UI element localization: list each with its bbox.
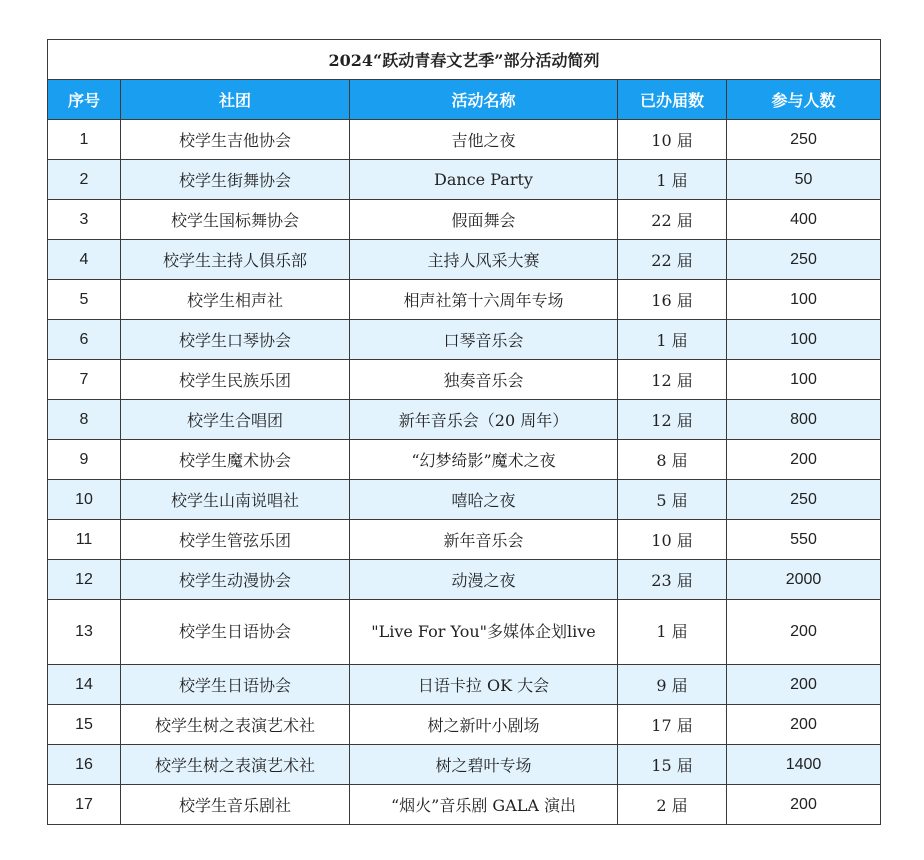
- cell-activity: 吉他之夜: [350, 120, 618, 160]
- cell-editions: 5 届: [618, 480, 727, 520]
- cell-club: 校学生树之表演艺术社: [121, 745, 350, 785]
- table-row: [48, 600, 881, 665]
- cell-editions: 12 届: [618, 360, 727, 400]
- table-row: [48, 440, 881, 480]
- cell-participants: 250: [727, 240, 881, 280]
- table-row: [48, 560, 881, 600]
- table-row: [48, 240, 881, 280]
- cell-activity: "Live For You"多媒体企划live: [350, 600, 618, 665]
- cell-index: 14: [48, 665, 121, 705]
- cell-activity: “幻梦绮影”魔术之夜: [350, 440, 618, 480]
- cell-club: 校学生日语协会: [121, 665, 350, 705]
- cell-activity: “烟火”音乐剧 GALA 演出: [350, 785, 618, 825]
- cell-editions: 9 届: [618, 665, 727, 705]
- cell-club: 校学生街舞协会: [121, 160, 350, 200]
- cell-index: 8: [48, 400, 121, 440]
- table-row: [48, 360, 881, 400]
- header-editions: 已办届数: [618, 80, 727, 120]
- cell-club: 校学生相声社: [121, 280, 350, 320]
- cell-club: 校学生树之表演艺术社: [121, 705, 350, 745]
- cell-editions: 1 届: [618, 160, 727, 200]
- cell-index: 3: [48, 200, 121, 240]
- cell-activity: 独奏音乐会: [350, 360, 618, 400]
- cell-activity: 树之碧叶专场: [350, 745, 618, 785]
- cell-editions: 2 届: [618, 785, 727, 825]
- table-row: [48, 400, 881, 440]
- activity-table: [47, 39, 881, 825]
- cell-activity: 新年音乐会（20 周年）: [350, 400, 618, 440]
- header-activity: 活动名称: [350, 80, 618, 120]
- table-row: [48, 280, 881, 320]
- cell-club: 校学生山南说唱社: [121, 480, 350, 520]
- cell-index: 4: [48, 240, 121, 280]
- table-header-row: [48, 80, 881, 120]
- cell-editions: 1 届: [618, 320, 727, 360]
- cell-activity: 口琴音乐会: [350, 320, 618, 360]
- cell-club: 校学生主持人俱乐部: [121, 240, 350, 280]
- table-title-row: [48, 40, 881, 80]
- table-row: [48, 160, 881, 200]
- cell-club: 校学生音乐剧社: [121, 785, 350, 825]
- header-participants: 参与人数: [727, 80, 881, 120]
- cell-club: 校学生日语协会: [121, 600, 350, 665]
- cell-index: 11: [48, 520, 121, 560]
- cell-participants: 50: [727, 160, 881, 200]
- table-row: [48, 320, 881, 360]
- cell-club: 校学生动漫协会: [121, 560, 350, 600]
- cell-activity: 相声社第十六周年专场: [350, 280, 618, 320]
- cell-index: 17: [48, 785, 121, 825]
- cell-participants: 200: [727, 440, 881, 480]
- cell-activity: 动漫之夜: [350, 560, 618, 600]
- cell-editions: 10 届: [618, 120, 727, 160]
- cell-participants: 800: [727, 400, 881, 440]
- cell-index: 7: [48, 360, 121, 400]
- cell-editions: 8 届: [618, 440, 727, 480]
- table-row: [48, 480, 881, 520]
- cell-index: 16: [48, 745, 121, 785]
- cell-participants: 100: [727, 360, 881, 400]
- cell-participants: 2000: [727, 560, 881, 600]
- cell-club: 校学生国标舞协会: [121, 200, 350, 240]
- cell-activity: 主持人风采大赛: [350, 240, 618, 280]
- cell-participants: 550: [727, 520, 881, 560]
- table-row: [48, 200, 881, 240]
- table-title: 2024“跃动青春文艺季”部分活动简列: [48, 40, 881, 80]
- cell-participants: 250: [727, 480, 881, 520]
- cell-club: 校学生吉他协会: [121, 120, 350, 160]
- cell-club: 校学生魔术协会: [121, 440, 350, 480]
- cell-editions: 22 届: [618, 240, 727, 280]
- cell-participants: 250: [727, 120, 881, 160]
- cell-index: 1: [48, 120, 121, 160]
- cell-activity: 日语卡拉 OK 大会: [350, 665, 618, 705]
- cell-index: 5: [48, 280, 121, 320]
- cell-participants: 200: [727, 705, 881, 745]
- cell-editions: 23 届: [618, 560, 727, 600]
- table-row: [48, 665, 881, 705]
- cell-activity: Dance Party: [350, 160, 618, 200]
- cell-participants: 200: [727, 785, 881, 825]
- cell-editions: 1 届: [618, 600, 727, 665]
- cell-index: 13: [48, 600, 121, 665]
- cell-editions: 22 届: [618, 200, 727, 240]
- cell-index: 2: [48, 160, 121, 200]
- table-row: [48, 520, 881, 560]
- header-index: 序号: [48, 80, 121, 120]
- cell-index: 12: [48, 560, 121, 600]
- cell-club: 校学生口琴协会: [121, 320, 350, 360]
- cell-index: 9: [48, 440, 121, 480]
- cell-index: 15: [48, 705, 121, 745]
- cell-activity: 嘻哈之夜: [350, 480, 618, 520]
- cell-club: 校学生管弦乐团: [121, 520, 350, 560]
- header-club: 社团: [121, 80, 350, 120]
- cell-participants: 200: [727, 665, 881, 705]
- table-row: [48, 785, 881, 825]
- cell-participants: 200: [727, 600, 881, 665]
- cell-editions: 16 届: [618, 280, 727, 320]
- cell-activity: 假面舞会: [350, 200, 618, 240]
- cell-activity: 新年音乐会: [350, 520, 618, 560]
- cell-participants: 400: [727, 200, 881, 240]
- cell-club: 校学生民族乐团: [121, 360, 350, 400]
- cell-editions: 17 届: [618, 705, 727, 745]
- cell-club: 校学生合唱团: [121, 400, 350, 440]
- table-row: [48, 120, 881, 160]
- cell-participants: 100: [727, 320, 881, 360]
- cell-index: 10: [48, 480, 121, 520]
- cell-participants: 100: [727, 280, 881, 320]
- cell-editions: 10 届: [618, 520, 727, 560]
- cell-activity: 树之新叶小剧场: [350, 705, 618, 745]
- table-row: [48, 745, 881, 785]
- cell-index: 6: [48, 320, 121, 360]
- cell-editions: 12 届: [618, 400, 727, 440]
- cell-editions: 15 届: [618, 745, 727, 785]
- table-row: [48, 705, 881, 745]
- cell-participants: 1400: [727, 745, 881, 785]
